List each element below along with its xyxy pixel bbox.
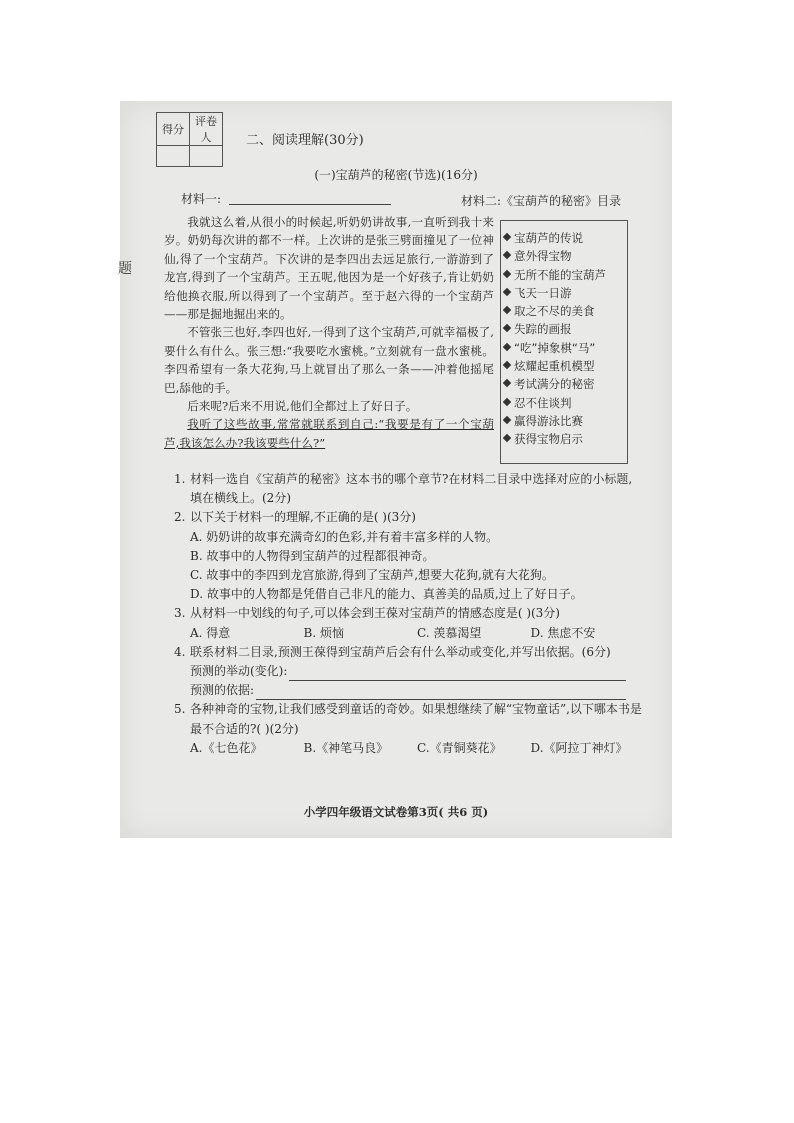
question-number: 5.: [174, 702, 186, 717]
option-row: [174, 739, 644, 758]
diamond-bullet-icon: [503, 269, 511, 277]
question-number: 3.: [174, 606, 186, 621]
prediction-basis-field: [174, 681, 644, 700]
passage-paragraph: 我就这么着,从很小的时候起,听奶奶讲故事,一直听到我十来岁。奶奶每次讲的都不一样。上次讲的是张三劈面撞见了一位神仙,得了一个宝葫芦。下次讲的是李四出去远足旅行,一游游到了龙宫,得到了一个宝葫芦。王五呢,他因为是一个好孩子,肯让奶奶给他换衣服,所以得到了一个宝葫芦。至于赵六得的一个宝葫芦——那是掘地掘出来的。: [164, 215, 494, 322]
material1-answer-line[interactable]: [229, 204, 391, 205]
score-table: [156, 112, 223, 167]
diamond-bullet-icon: [503, 306, 511, 314]
option-c: C.《青铜葵花》: [417, 740, 502, 755]
question-2: [174, 508, 644, 527]
side-margin-mark: 题: [118, 261, 132, 277]
score-cell[interactable]: [157, 146, 190, 167]
option-d: D. 故事中的人物都是凭借自己非凡的能力、真善美的品质,过上了好日子。: [190, 587, 583, 602]
option-c: C. 故事中的李四到龙宫旅游,得到了宝葫芦,想要大花狗,就有大花狗。: [190, 568, 554, 583]
diamond-bullet-icon: [503, 379, 511, 387]
toc-item: 炫耀起重机模型: [503, 357, 627, 375]
question-text: 联系材料二目录,预测王葆得到宝葫芦后会有什么举动或变化,并写出依据。(6分): [190, 644, 611, 659]
diamond-bullet-icon: [503, 233, 511, 241]
option-a: A. 得意: [190, 625, 231, 640]
toc-item: 取之不尽的美食: [503, 302, 627, 320]
toc-item: 无所不能的宝葫芦: [503, 266, 627, 284]
prediction-action-answer-line[interactable]: [289, 666, 626, 681]
question-4: [174, 643, 644, 662]
option-b: B. 烦恼: [303, 625, 344, 640]
diamond-bullet-icon: [503, 251, 511, 259]
toc-item: 赢得游泳比赛: [503, 412, 627, 430]
prediction-action-label: 预测的举动(变化):: [190, 664, 288, 679]
toc-item: “吃”掉象棋“马”: [503, 339, 627, 357]
question-number: 1.: [174, 472, 186, 486]
material2-label: 材料二:《宝葫芦的秘密》目录: [461, 194, 622, 208]
toc-item: 意外得宝物: [503, 247, 627, 265]
question-number: 2.: [174, 510, 186, 525]
toc-item: 获得宝物启示: [503, 430, 627, 448]
diamond-bullet-icon: [503, 324, 511, 332]
toc-item: 失踪的画报: [503, 320, 627, 338]
questions: [174, 470, 644, 758]
question-3: [174, 604, 644, 623]
passage-underlined-sentence: 我听了这些故事,常常就联系到自己:“我要是有了一个宝葫芦,我该怎么办?我该要些什么?”: [164, 417, 494, 450]
question-text: 从材料一中划线的句子,可以体会到王葆对宝葫芦的情感态度是( )(3分): [190, 606, 560, 621]
option-row: [174, 624, 644, 643]
question-text: 材料一选自《宝葫芦的秘密》这本书的哪个章节?在材料二目录中选择对应的小标题,填在横线上。(2分): [190, 472, 633, 506]
question-1: [174, 470, 644, 508]
option-c: C. 羡慕渴望: [417, 625, 482, 640]
grader-cell[interactable]: [190, 146, 223, 167]
option-b: B.《神笔马良》: [303, 740, 389, 755]
material1-label: 材料一:: [181, 192, 222, 206]
diamond-bullet-icon: [503, 416, 511, 424]
diamond-bullet-icon: [503, 343, 511, 351]
table-of-contents: [500, 220, 628, 464]
toc-item: 考试满分的秘密: [503, 375, 627, 393]
diamond-bullet-icon: [503, 361, 511, 369]
toc-item: 宝葫芦的传说: [503, 229, 627, 247]
option-d: D.《阿拉丁神灯》: [530, 740, 628, 755]
prediction-basis-label: 预测的依据:: [190, 683, 255, 698]
grader-label: 评卷人: [190, 113, 223, 146]
page-footer: 小学四年级语文试卷第3页( 共6 页): [303, 805, 489, 819]
question-text: 各种神奇的宝物,让我们感受到童话的奇妙。如果想继续了解“宝物童话”,以下哪本书是最不合适的?( )(2分): [190, 702, 642, 736]
passage-text: [164, 213, 494, 452]
question-5: [174, 700, 644, 738]
option-d: D. 焦虑不安: [530, 625, 596, 640]
toc-item: 忍不住谈判: [503, 394, 627, 412]
passage-title: (一)宝葫芦的秘密(节选)(16分): [314, 168, 478, 182]
prediction-basis-answer-line[interactable]: [256, 685, 626, 700]
question-number: 4.: [174, 644, 186, 659]
prediction-action-field: [174, 662, 644, 681]
question-text: 以下关于材料一的理解,不正确的是( )(3分): [190, 510, 416, 525]
option-a: A. 奶奶讲的故事充满奇幻的色彩,并有着丰富多样的人物。: [190, 529, 499, 544]
passage-paragraph: 不管张三也好,李四也好,一得到了这个宝葫芦,可就幸福极了,要什么有什么。张三想:“我要吃水蜜桃。”立刻就有一盘水蜜桃。李四希望有一条大花狗,马上就冒出了那么一条——冲着他摇尾巴,舔他的手。: [164, 325, 494, 395]
section-title: 二、阅读理解(30分): [246, 133, 364, 148]
diamond-bullet-icon: [503, 288, 511, 296]
passage-paragraph: 后来呢?后来不用说,他们全都过上了好日子。: [187, 399, 418, 414]
diamond-bullet-icon: [503, 397, 511, 405]
diamond-bullet-icon: [503, 434, 511, 442]
option-b: B. 故事中的人物得到宝葫芦的过程都很神奇。: [190, 548, 435, 563]
option-a: A.《七色花》: [190, 740, 263, 755]
score-label: 得分: [157, 113, 190, 146]
toc-item: 飞天一日游: [503, 284, 627, 302]
